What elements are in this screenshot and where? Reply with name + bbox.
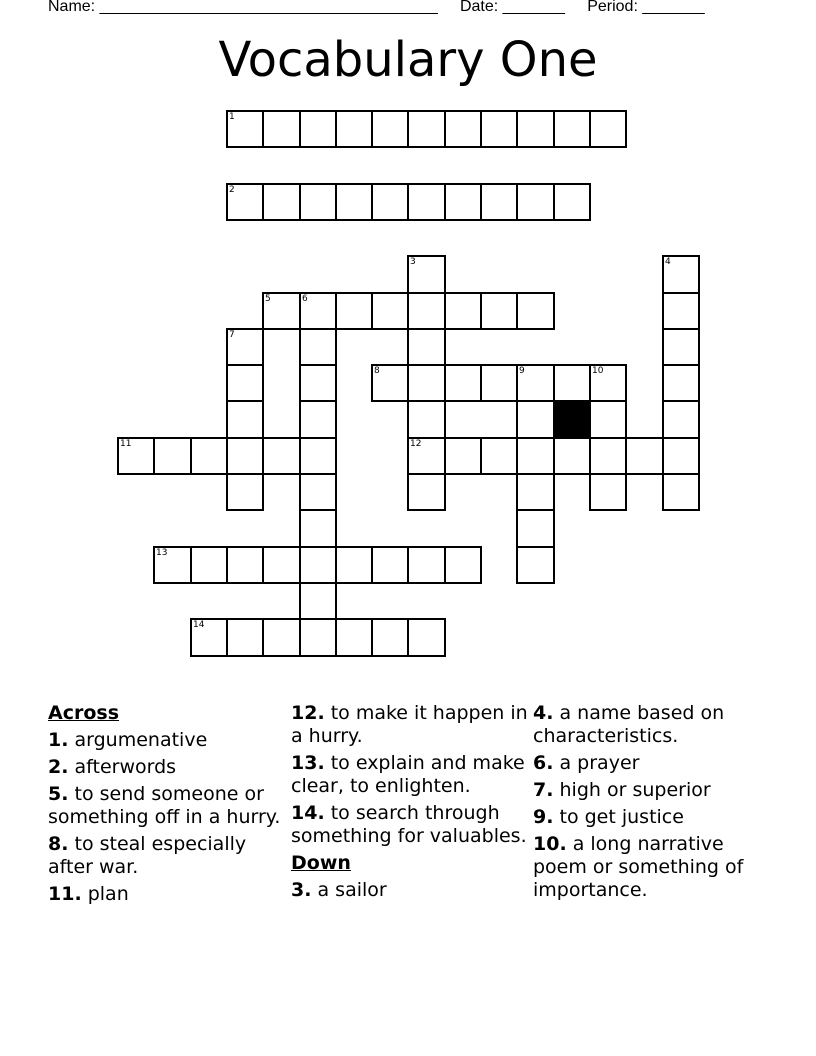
grid-cell[interactable] [226,546,264,584]
clue-across-11: 11. plan [48,883,129,905]
grid-cell[interactable] [226,183,264,221]
grid-cell[interactable] [190,546,228,584]
grid-cell[interactable] [662,437,700,475]
grid-cell[interactable] [480,437,518,475]
grid-cell[interactable] [299,546,337,584]
grid-cell[interactable] [299,328,337,366]
grid-cell[interactable] [371,364,409,402]
grid-cell[interactable] [371,546,409,584]
grid-block-cell [553,400,591,439]
grid-cell[interactable] [480,183,518,221]
grid-cell[interactable] [226,473,264,511]
grid-cell[interactable] [589,473,627,511]
grid-cell[interactable] [516,292,555,330]
grid-cell[interactable] [553,437,591,475]
grid-cell[interactable] [407,618,446,657]
grid-cell[interactable] [299,183,337,221]
cell-number: 9 [519,366,525,376]
period-label: Period: [587,0,638,15]
grid-cell[interactable] [662,473,700,511]
grid-cell[interactable] [516,110,555,148]
grid-cell[interactable] [117,437,155,475]
cell-number: 12 [410,439,422,449]
grid-cell[interactable] [662,255,700,294]
grid-cell[interactable] [407,437,446,475]
cell-number: 3 [410,257,416,267]
clue-across-5: 5. to send someone or something off in a hurry. [48,783,281,828]
grid-cell[interactable] [335,183,373,221]
grid-cell[interactable] [407,546,446,584]
grid-cell[interactable] [407,255,446,294]
grid-cell[interactable] [226,437,264,475]
grid-cell[interactable] [153,546,192,584]
cell-number: 6 [302,294,308,304]
down-heading: Down [291,852,351,874]
grid-cell[interactable] [262,292,301,330]
clue-across-14: 14. to search through something for valuables. [291,802,527,847]
clues-column-3 [533,702,773,906]
grid-cell[interactable] [299,437,337,475]
clue-down-4: 4. a name based on characteristics. [533,702,725,747]
grid-cell[interactable] [553,183,591,221]
grid-cell[interactable] [299,400,337,439]
clues-column-2 [291,702,529,906]
grid-cell[interactable] [371,183,409,221]
name-blank: ______________________________________ [99,0,438,15]
clue-down-6: 6. a prayer [533,752,640,774]
grid-cell[interactable] [407,110,446,148]
clue-across-1: 1. argumenative [48,729,208,751]
grid-cell[interactable] [480,364,518,402]
grid-cell[interactable] [589,110,627,148]
cell-number: 7 [229,330,235,340]
grid-cell[interactable] [226,110,264,148]
clue-down-7: 7. high or superior [533,779,711,801]
grid-cell[interactable] [516,437,555,475]
grid-cell[interactable] [262,110,301,148]
grid-cell[interactable] [335,110,373,148]
grid-cell[interactable] [226,400,264,439]
grid-cell[interactable] [190,437,228,475]
grid-cell[interactable] [335,618,373,657]
grid-cell[interactable] [299,110,337,148]
across-heading: Across [48,702,120,724]
grid-cell[interactable] [299,292,337,330]
grid-cell[interactable] [444,110,482,148]
grid-cell[interactable] [371,110,409,148]
clue-across-13: 13. to explain and make clear, to enlighten. [291,752,525,797]
clue-across-2: 2. afterwords [48,756,177,778]
grid-cell[interactable] [516,546,555,584]
cell-number: 14 [193,620,205,630]
grid-cell[interactable] [516,473,555,511]
grid-cell[interactable] [262,183,301,221]
cell-number: 8 [374,366,380,376]
grid-cell[interactable] [516,509,555,548]
grid-cell[interactable] [299,473,337,511]
name-label: Name: [48,0,96,15]
date-blank: _______ [502,0,565,15]
page-title: Vocabulary One [218,32,598,88]
date-label: Date: [459,0,499,15]
cell-number: 10 [592,366,604,376]
grid-cell[interactable] [226,364,264,402]
grid-cell[interactable] [589,437,627,475]
grid-cell[interactable] [262,437,301,475]
grid-cell[interactable] [226,328,264,366]
grid-cell[interactable] [153,437,192,475]
grid-cell[interactable] [444,546,482,584]
cell-number: 2 [229,185,235,195]
grid-cell[interactable] [662,364,700,402]
grid-cell[interactable] [444,364,482,402]
grid-cell[interactable] [553,110,591,148]
grid-cell[interactable] [407,183,446,221]
grid-cell[interactable] [407,328,446,366]
clues-column-1 [48,702,283,910]
grid-cell[interactable] [407,292,446,330]
clue-down-9: 9. to get justice [533,806,684,828]
grid-cell[interactable] [299,582,337,620]
grid-cell[interactable] [589,400,627,439]
cell-number: 11 [120,439,132,449]
grid-cell[interactable] [407,364,446,402]
clue-down-3: 3. a sailor [291,879,387,901]
grid-cell[interactable] [516,364,555,402]
grid-cell[interactable] [516,183,555,221]
cell-number: 5 [265,294,271,304]
clue-down-10: 10. a long narrative poem or something of importance. [533,833,744,901]
cell-number: 1 [229,112,235,122]
cell-number: 13 [156,548,168,558]
grid-cell[interactable] [407,473,446,511]
grid-cell[interactable] [444,183,482,221]
grid-cell[interactable] [444,437,482,475]
period-blank: _______ [642,0,705,15]
clue-across-12: 12. to make it happen in a hurry. [291,702,528,747]
grid-cell[interactable] [299,364,337,402]
grid-cell[interactable] [480,110,518,148]
grid-cell[interactable] [262,546,301,584]
grid-cell[interactable] [516,400,555,439]
grid-cell[interactable] [299,509,337,548]
grid-cell[interactable] [226,618,264,657]
grid-cell[interactable] [662,328,700,366]
grid-cell[interactable] [299,618,337,657]
grid-cell[interactable] [625,437,664,475]
cell-number: 4 [665,257,671,267]
grid-cell[interactable] [444,292,482,330]
grid-cell[interactable] [662,400,700,439]
grid-cell[interactable] [662,292,700,330]
grid-cell[interactable] [553,364,591,402]
grid-cell[interactable] [407,400,446,439]
grid-cell[interactable] [589,364,627,402]
grid-cell[interactable] [480,292,518,330]
grid-cell[interactable] [335,292,373,330]
grid-cell[interactable] [335,546,373,584]
grid-cell[interactable] [371,618,409,657]
clue-across-8: 8. to steal especially after war. [48,833,247,878]
grid-cell[interactable] [262,618,301,657]
grid-cell[interactable] [190,618,228,657]
grid-cell[interactable] [371,292,409,330]
